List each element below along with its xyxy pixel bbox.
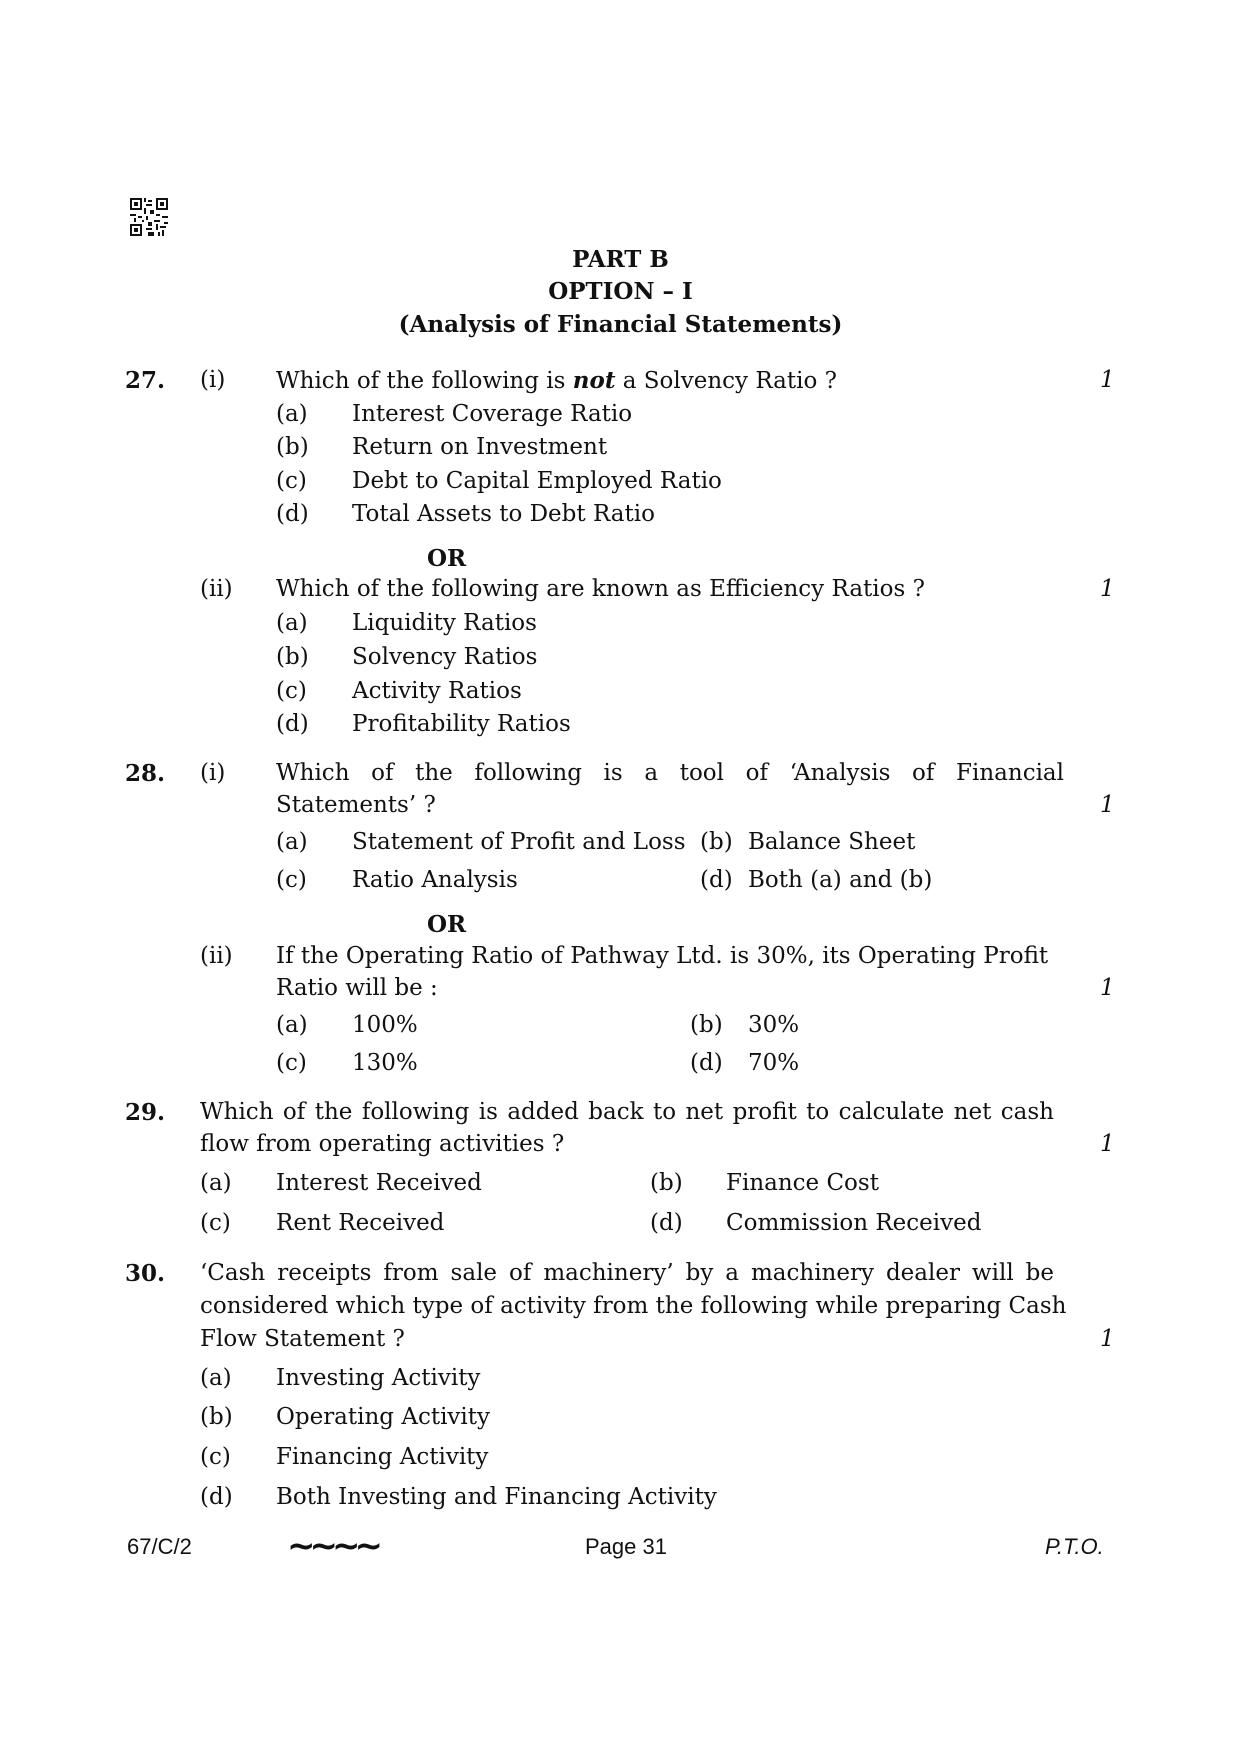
question-text: Which of the following is not a Solvency Ratio ?	[276, 367, 837, 394]
option-text: 30%	[748, 1012, 800, 1038]
option-text: 130%	[352, 1050, 418, 1076]
option-label: (d)	[690, 1050, 723, 1076]
option-text: Rent Received	[276, 1210, 445, 1236]
option-text: Debt to Capital Employed Ratio	[352, 468, 722, 494]
option-label: (c)	[276, 678, 307, 704]
page-number: Page 31	[585, 1534, 667, 1559]
question-text: ‘Cash receipts from sale of machinery’ by a machinery dealer will be	[200, 1260, 1054, 1286]
option-label: (b)	[276, 644, 309, 670]
sub-question-label: (ii)	[200, 943, 233, 969]
option-text: Operating Activity	[276, 1404, 491, 1430]
option-text: Statement of Profit and Loss	[352, 829, 686, 855]
option-label: (a)	[276, 829, 308, 855]
option-label: (a)	[276, 401, 308, 427]
question-text: Which of the following are known as Efficiency Ratios ?	[276, 576, 925, 602]
option-label: (d)	[200, 1484, 233, 1510]
option-text: 100%	[352, 1012, 418, 1038]
question-text: Which of the following is added back to net profit to calculate net cash	[200, 1099, 1054, 1125]
option-heading: OPTION – I	[548, 278, 693, 305]
section-subtitle: (Analysis of Financial Statements)	[398, 311, 843, 338]
marks: 1	[1100, 1326, 1115, 1352]
option-text: Total Assets to Debt Ratio	[352, 501, 655, 527]
option-label: (c)	[200, 1210, 231, 1236]
option-text: Ratio Analysis	[352, 867, 518, 893]
option-text: Return on Investment	[352, 434, 608, 460]
paper-code: 67/C/2	[127, 1534, 192, 1559]
option-label: (b)	[650, 1170, 683, 1196]
option-label: (b)	[700, 829, 733, 855]
part-heading: PART B	[572, 246, 669, 273]
option-label: (a)	[276, 1012, 308, 1038]
pto-label: P.T.O.	[1045, 1534, 1104, 1559]
or-separator: OR	[427, 545, 467, 572]
question-text: Flow Statement ?	[200, 1326, 405, 1352]
option-text: 70%	[748, 1050, 800, 1076]
question-number: 29.	[125, 1099, 166, 1126]
option-text: Both (a) and (b)	[748, 867, 933, 893]
option-label: (d)	[276, 711, 309, 737]
option-text: Solvency Ratios	[352, 644, 538, 670]
option-label: (d)	[650, 1210, 683, 1236]
option-text: Profitability Ratios	[352, 711, 571, 737]
question-number: 27.	[125, 367, 166, 394]
option-text: Commission Received	[726, 1210, 982, 1236]
option-label: (a)	[200, 1365, 232, 1391]
question-text: considered which type of activity from the following while preparing Cash	[200, 1293, 1067, 1319]
wave-decoration: ~~~~	[287, 1526, 377, 1566]
sub-question-label: (i)	[200, 760, 226, 786]
marks: 1	[1100, 576, 1115, 602]
option-text: Investing Activity	[276, 1365, 481, 1391]
emphasis-text: not	[572, 367, 616, 394]
option-label: (c)	[200, 1444, 231, 1470]
option-label: (c)	[276, 867, 307, 893]
marks: 1	[1100, 1131, 1115, 1157]
question-text: If the Operating Ratio of Pathway Ltd. is 30%, its Operating Profit	[276, 943, 1049, 969]
option-label: (b)	[276, 434, 309, 460]
question-number: 30.	[125, 1260, 166, 1287]
or-separator: OR	[427, 911, 467, 938]
option-text: Both Investing and Financing Activity	[276, 1484, 717, 1510]
option-label: (c)	[276, 1050, 307, 1076]
option-text: Interest Received	[276, 1170, 482, 1196]
option-label: (c)	[276, 468, 307, 494]
option-label: (d)	[276, 501, 309, 527]
question-text: Which of the following is a tool of ‘Analysis of Financial	[276, 760, 1064, 786]
option-label: (b)	[690, 1012, 723, 1038]
option-label: (a)	[200, 1170, 232, 1196]
option-text: Activity Ratios	[352, 678, 522, 704]
question-number: 28.	[125, 760, 166, 787]
sub-question-label: (ii)	[200, 576, 233, 602]
option-text: Interest Coverage Ratio	[352, 401, 633, 427]
option-text: Balance Sheet	[748, 829, 916, 855]
sub-question-label: (i)	[200, 367, 226, 393]
marks: 1	[1100, 792, 1115, 818]
marks: 1	[1100, 367, 1115, 393]
marks: 1	[1100, 975, 1115, 1001]
option-label: (d)	[700, 867, 733, 893]
option-text: Liquidity Ratios	[352, 610, 537, 636]
question-text: Ratio will be :	[276, 975, 438, 1001]
option-text: Financing Activity	[276, 1444, 489, 1470]
option-label: (b)	[200, 1404, 233, 1430]
question-text: Statements’ ?	[276, 792, 436, 818]
qr-code-icon	[130, 198, 168, 236]
option-label: (a)	[276, 610, 308, 636]
question-text: flow from operating activities ?	[200, 1131, 565, 1157]
option-text: Finance Cost	[726, 1170, 879, 1196]
